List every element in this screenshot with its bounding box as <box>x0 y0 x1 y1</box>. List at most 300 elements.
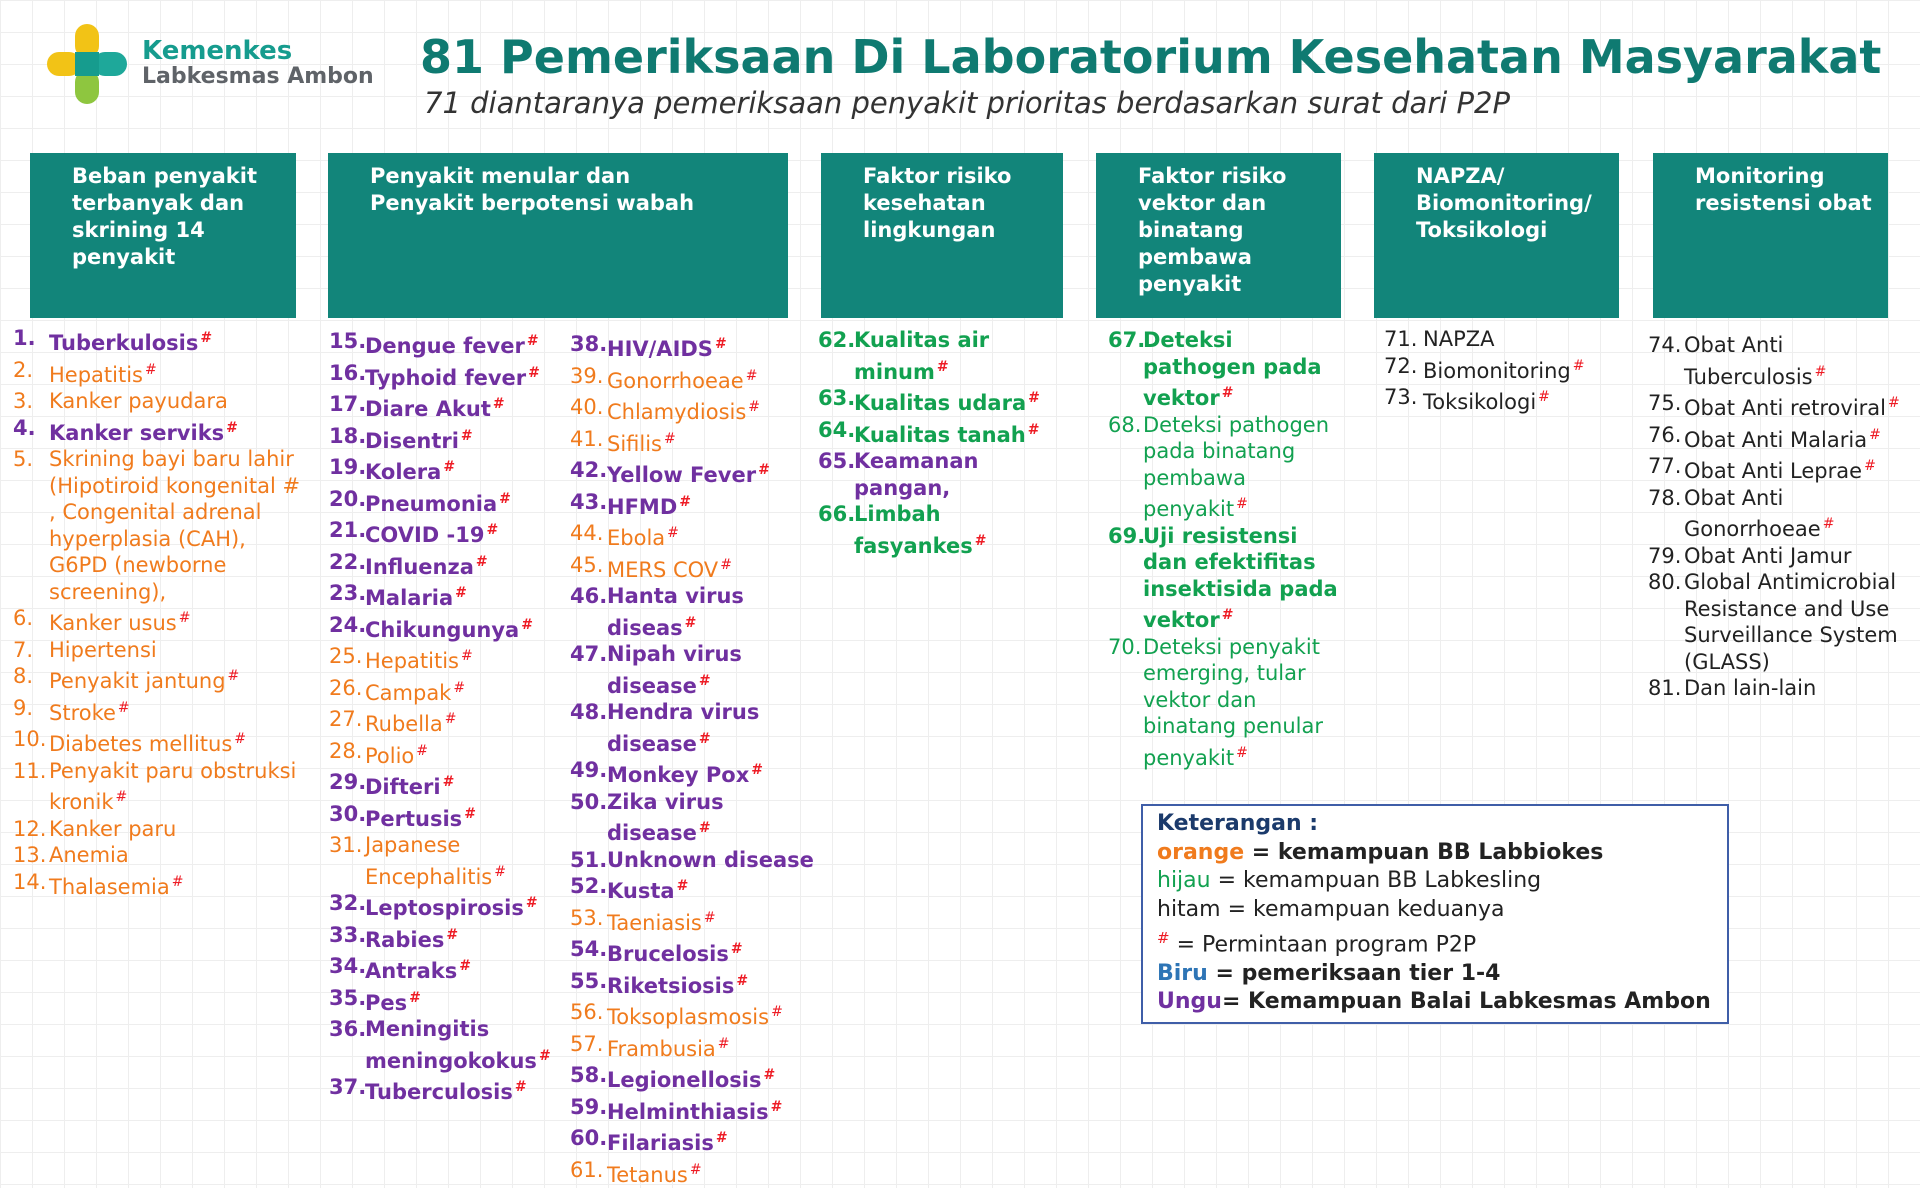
column-lingkungan <box>818 327 1080 559</box>
category-header-vektor: Faktor risiko vektor dan binatang pembawa penyakit <box>1096 153 1341 318</box>
list-item <box>13 637 303 664</box>
item-label: COVID -19 <box>365 523 484 547</box>
item-number: 17. <box>329 391 365 423</box>
item-text <box>607 847 818 874</box>
item-text <box>1684 485 1910 543</box>
p2p-request-mark: # <box>1028 390 1040 406</box>
list-item <box>570 1062 818 1094</box>
item-text <box>365 1016 551 1074</box>
item-text <box>607 789 818 847</box>
p2p-request-mark: # <box>1236 745 1248 761</box>
list-item <box>1384 326 1624 353</box>
item-number: 72. <box>1384 353 1423 385</box>
item-number: 35. <box>329 985 365 1017</box>
item-text <box>607 999 818 1031</box>
item-label: Pertusis <box>365 807 462 831</box>
item-text <box>49 869 303 901</box>
list-item <box>329 612 549 644</box>
item-text <box>1684 543 1910 570</box>
p2p-request-mark: # <box>409 990 421 1006</box>
list-item <box>329 801 549 833</box>
item-text <box>365 922 549 954</box>
item-number: 28. <box>329 738 365 770</box>
legend-desc: = kemampuan BB Labkesling <box>1211 868 1542 893</box>
list-item <box>818 327 1080 385</box>
item-number: 47. <box>570 641 607 699</box>
list-item <box>13 325 303 357</box>
item-text <box>854 501 1080 559</box>
item-label: Zika virus disease <box>607 790 724 846</box>
item-text <box>49 637 303 664</box>
list-item <box>329 922 549 954</box>
p2p-request-mark: # <box>521 617 533 633</box>
legend-row-biru <box>1157 960 1713 989</box>
list-item <box>1384 384 1624 416</box>
item-label: Monkey Pox <box>607 763 749 787</box>
p2p-request-mark: # <box>1236 496 1248 512</box>
p2p-request-mark: # <box>455 585 467 601</box>
p2p-request-mark: # <box>1573 358 1585 374</box>
item-number: 50. <box>570 789 607 847</box>
p2p-request-mark: # <box>226 420 238 436</box>
list-item <box>329 423 549 455</box>
p2p-request-mark: # <box>1815 364 1827 380</box>
item-text <box>607 331 818 363</box>
p2p-request-mark: # <box>526 895 538 911</box>
item-number: 74. <box>1648 332 1684 390</box>
item-number: 21. <box>329 517 365 549</box>
item-text <box>49 446 303 605</box>
list-item <box>13 446 303 605</box>
list-item <box>570 457 818 489</box>
item-text <box>365 517 549 549</box>
item-label: Obat Anti Gonorrhoeae <box>1684 486 1821 542</box>
p2p-request-mark: # <box>443 774 455 790</box>
item-number: 40. <box>570 394 607 426</box>
item-text <box>607 1125 818 1157</box>
item-text <box>1684 569 1910 675</box>
p2p-request-mark: # <box>145 362 157 378</box>
item-text <box>607 520 818 552</box>
legend-key-orange: orange <box>1157 840 1244 865</box>
p2p-request-mark: # <box>718 1036 730 1052</box>
item-label: Toksoplasmosis <box>607 1005 769 1029</box>
item-text <box>49 605 303 637</box>
item-text <box>1423 326 1624 353</box>
list-item <box>1384 353 1624 385</box>
p2p-request-mark: # <box>453 680 465 696</box>
item-number: 3. <box>13 388 49 415</box>
p2p-request-mark: # <box>736 973 748 989</box>
item-number: 22. <box>329 549 365 581</box>
column-penyakit-menular-2 <box>570 331 818 1188</box>
brand-name: Kemenkes <box>142 36 292 66</box>
item-text <box>854 417 1080 449</box>
column-resistensi <box>1648 332 1910 702</box>
p2p-request-mark: # <box>716 1130 728 1146</box>
p2p-request-mark: # <box>443 459 455 475</box>
item-label: Kualitas udara <box>854 391 1026 415</box>
item-label: Kolera <box>365 460 441 484</box>
item-label: HIV/AIDS <box>607 337 713 361</box>
item-label: Tetanus <box>607 1163 688 1187</box>
item-number: 45. <box>570 552 607 584</box>
item-number: 34. <box>329 953 365 985</box>
item-number: 51. <box>570 847 607 874</box>
list-item <box>13 388 303 415</box>
item-number: 54. <box>570 936 607 968</box>
item-text <box>607 968 818 1000</box>
item-text <box>1684 675 1910 702</box>
list-item <box>1648 543 1910 570</box>
item-text <box>49 695 303 727</box>
list-item <box>818 501 1080 559</box>
list-item <box>329 1016 549 1074</box>
item-number: 18. <box>329 423 365 455</box>
item-text <box>607 1094 818 1126</box>
item-label: Chlamydiosis <box>607 400 746 424</box>
p2p-request-mark: # <box>527 333 539 349</box>
item-number: 12. <box>13 816 49 843</box>
item-label: Yellow Fever <box>607 463 756 487</box>
item-text <box>365 549 549 581</box>
item-label: Filariasis <box>607 1131 714 1155</box>
item-number: 31. <box>329 832 365 890</box>
p2p-request-mark: # <box>771 1099 783 1115</box>
p2p-request-mark: # <box>461 428 473 444</box>
p2p-request-mark: # <box>764 1067 776 1083</box>
item-label: Pes <box>365 991 407 1015</box>
item-text <box>607 489 818 521</box>
list-item <box>329 549 549 581</box>
p2p-request-mark: # <box>771 1004 783 1020</box>
item-number: 68. <box>1108 412 1143 523</box>
item-number: 42. <box>570 457 607 489</box>
item-number: 55. <box>570 968 607 1000</box>
list-item <box>13 695 303 727</box>
item-text <box>854 327 1080 385</box>
item-text <box>365 423 549 455</box>
p2p-request-mark: # <box>539 1048 551 1064</box>
item-number: 13. <box>13 842 49 869</box>
item-number: 27. <box>329 706 365 738</box>
list-item <box>329 360 549 392</box>
item-text <box>365 738 549 770</box>
item-number: 58. <box>570 1062 607 1094</box>
p2p-request-mark: # <box>528 365 540 381</box>
item-text <box>365 486 549 518</box>
category-header-penyakit-menular: Penyakit menular dan Penyakit berpotensi wabah <box>328 153 788 318</box>
list-item <box>329 832 549 890</box>
item-text <box>49 816 303 843</box>
list-item <box>13 415 303 447</box>
item-text <box>1143 634 1348 772</box>
item-number: 81. <box>1648 675 1684 702</box>
column-vektor <box>1108 327 1348 771</box>
item-text <box>607 1031 818 1063</box>
p2p-request-mark: # <box>1028 422 1040 438</box>
p2p-request-mark: # <box>685 615 697 631</box>
item-text <box>607 457 818 489</box>
item-label: Sifilis <box>607 432 662 456</box>
item-text <box>365 580 549 612</box>
item-text <box>49 663 303 695</box>
item-label: Kanker payudara <box>49 389 228 413</box>
item-number: 60. <box>570 1125 607 1157</box>
item-number: 30. <box>329 801 365 833</box>
item-text <box>365 454 549 486</box>
list-item <box>329 486 549 518</box>
item-label: Unknown disease <box>607 848 814 872</box>
p2p-request-mark: # <box>699 820 711 836</box>
p2p-request-mark: # <box>699 673 711 689</box>
item-number: 48. <box>570 699 607 757</box>
item-label: Riketsiosis <box>607 974 734 998</box>
list-item <box>329 985 549 1017</box>
item-label: Keamanan pangan, <box>854 449 978 500</box>
item-number: 25. <box>329 643 365 675</box>
item-number: 5. <box>13 446 49 605</box>
item-text <box>607 363 818 395</box>
list-item <box>1648 569 1910 675</box>
list-item <box>13 663 303 695</box>
list-item <box>570 699 818 757</box>
item-label: Tuberculosis <box>365 1080 513 1104</box>
item-label: Obat Anti retroviral <box>1684 396 1886 420</box>
item-text <box>365 391 549 423</box>
list-item <box>570 331 818 363</box>
item-label: Leptospirosis <box>365 896 524 920</box>
item-label: Nipah virus disease <box>607 642 742 698</box>
p2p-request-mark: # <box>1222 385 1234 401</box>
item-text <box>49 758 303 816</box>
list-item <box>1108 412 1348 523</box>
list-item <box>570 552 818 584</box>
item-label: Kusta <box>607 879 675 903</box>
item-label: Helminthiasis <box>607 1100 769 1124</box>
item-number: 19. <box>329 454 365 486</box>
list-item <box>818 385 1080 417</box>
item-label: Antraks <box>365 959 457 983</box>
p2p-request-mark: # <box>476 554 488 570</box>
item-number: 78. <box>1648 485 1684 543</box>
item-text <box>365 643 549 675</box>
item-number: 61. <box>570 1157 607 1188</box>
item-text <box>1423 384 1624 416</box>
legend-key-hitam: hitam <box>1157 897 1221 922</box>
p2p-request-mark: # <box>679 494 691 510</box>
item-text <box>365 1074 549 1106</box>
legend-title: Keterangan : <box>1157 810 1713 839</box>
list-item <box>570 873 818 905</box>
item-text <box>607 905 818 937</box>
legend-desc: = Permintaan program P2P <box>1170 932 1477 957</box>
list-item <box>329 706 549 738</box>
p2p-request-mark: # <box>758 462 770 478</box>
item-label: Gonorrhoeae <box>607 369 744 393</box>
p2p-request-mark: # <box>1538 389 1550 405</box>
list-item <box>13 869 303 901</box>
item-text <box>854 385 1080 417</box>
item-label: Hepatitis <box>365 649 459 673</box>
item-text <box>607 641 818 699</box>
item-text <box>1143 327 1348 412</box>
item-number: 4. <box>13 415 49 447</box>
item-label: Thalasemia <box>49 875 170 899</box>
item-label: Japanese Encephalitis <box>365 833 492 889</box>
item-number: 23. <box>329 580 365 612</box>
p2p-request-mark: # <box>464 806 476 822</box>
item-number: 67. <box>1108 327 1143 412</box>
item-number: 76. <box>1648 422 1684 454</box>
item-label: Hepatitis <box>49 363 143 387</box>
p2p-request-mark: # <box>1823 516 1835 532</box>
list-item <box>1648 485 1910 543</box>
p2p-request-mark: # <box>179 610 191 626</box>
legend-desc: = pemeriksaan tier 1-4 <box>1208 961 1501 986</box>
item-label: Biomonitoring <box>1423 359 1571 383</box>
item-label: Deteksi penyakit emerging, tular vektor dan binatang penular penyakit <box>1143 635 1323 770</box>
list-item <box>1108 634 1348 772</box>
list-item <box>329 675 549 707</box>
item-text <box>365 675 549 707</box>
item-number: 32. <box>329 890 365 922</box>
item-label: Limbah fasyankes <box>854 502 973 558</box>
p2p-request-mark: # <box>461 648 473 664</box>
item-text <box>365 985 549 1017</box>
item-text <box>49 415 303 447</box>
item-label: Kanker usus <box>49 611 177 635</box>
p2p-request-mark: # <box>228 668 240 684</box>
p2p-request-mark: # <box>748 399 760 415</box>
item-label: Difteri <box>365 775 441 799</box>
item-text <box>49 325 303 357</box>
p2p-request-mark: # <box>416 743 428 759</box>
item-label: NAPZA <box>1423 327 1495 351</box>
item-number: 70. <box>1108 634 1143 772</box>
item-label: MERS COV <box>607 558 718 582</box>
item-text <box>1684 332 1910 390</box>
p2p-request-mark: # <box>494 864 506 880</box>
item-number: 29. <box>329 769 365 801</box>
item-number: 62. <box>818 327 854 385</box>
column-napza <box>1384 326 1624 416</box>
legend-desc: = kemampuan keduanya <box>1221 897 1505 922</box>
item-text <box>607 936 818 968</box>
item-text <box>365 769 549 801</box>
item-label: Toksikologi <box>1423 390 1536 414</box>
item-label: Dan lain-lain <box>1684 676 1816 700</box>
legend-row-orange <box>1157 839 1713 868</box>
item-label: Deteksi pathogen pada binatang pembawa penyakit <box>1143 413 1329 522</box>
item-label: Taeniasis <box>607 911 702 935</box>
item-label: Anemia <box>49 843 129 867</box>
list-item <box>13 816 303 843</box>
item-label: Diare Akut <box>365 397 491 421</box>
category-header-lingkungan: Faktor risiko kesehatan lingkungan <box>821 153 1063 318</box>
item-number: 15. <box>329 328 365 360</box>
item-label: Malaria <box>365 586 453 610</box>
p2p-request-mark: # <box>1869 427 1881 443</box>
item-number: 10. <box>13 726 49 758</box>
item-label: Chikungunya <box>365 618 519 642</box>
item-number: 11. <box>13 758 49 816</box>
p2p-request-mark: # <box>1864 458 1876 474</box>
list-item <box>570 1157 818 1188</box>
item-text <box>607 426 818 458</box>
item-label: Kualitas tanah <box>854 423 1026 447</box>
item-text <box>365 832 549 890</box>
item-number: 2. <box>13 357 49 389</box>
list-item <box>570 426 818 458</box>
item-number: 20. <box>329 486 365 518</box>
legend-desc: = kemampuan BB Labbiokes <box>1244 840 1603 865</box>
list-item <box>329 580 549 612</box>
item-label: Obat Anti Tuberculosis <box>1684 333 1813 389</box>
item-number: 77. <box>1648 453 1684 485</box>
item-label: Kualitas air minum <box>854 328 989 384</box>
list-item <box>570 847 818 874</box>
p2p-request-mark: # <box>704 910 716 926</box>
item-label: Diabetes mellitus <box>49 732 232 756</box>
p2p-request-mark: # <box>746 368 758 384</box>
list-item <box>329 391 549 423</box>
item-number: 39. <box>570 363 607 395</box>
item-number: 38. <box>570 331 607 363</box>
list-item <box>570 1125 818 1157</box>
item-label: Tuberkulosis <box>49 331 198 355</box>
item-text <box>607 583 818 641</box>
list-item <box>329 953 549 985</box>
p2p-request-mark: # <box>975 533 987 549</box>
item-text <box>607 552 818 584</box>
list-item <box>570 520 818 552</box>
item-number: 44. <box>570 520 607 552</box>
list-item <box>570 641 818 699</box>
legend-row-hash <box>1157 924 1713 960</box>
legend-desc: = Kemampuan Balai Labkesmas Ambon <box>1222 989 1711 1014</box>
page-title: 81 Pemeriksaan Di Laboratorium Kesehatan Masyarakat <box>420 30 1881 84</box>
p2p-request-mark: # <box>446 927 458 943</box>
item-text <box>49 357 303 389</box>
item-number: 57. <box>570 1031 607 1063</box>
item-number: 9. <box>13 695 49 727</box>
item-number: 14. <box>13 869 49 901</box>
item-label: HFMD <box>607 495 677 519</box>
p2p-request-mark: # <box>515 1079 527 1095</box>
item-text <box>607 873 818 905</box>
list-item <box>1108 327 1348 412</box>
item-text <box>607 1157 818 1188</box>
category-header-napza: NAPZA/ Biomonitoring/ Toksikologi <box>1374 153 1619 318</box>
category-header-resistensi: Monitoring resistensi obat <box>1653 153 1888 318</box>
item-number: 36. <box>329 1016 365 1074</box>
list-item <box>329 1074 549 1106</box>
legend-box <box>1141 804 1729 1024</box>
list-item <box>329 890 549 922</box>
item-text <box>365 612 549 644</box>
list-item <box>1648 332 1910 390</box>
item-text <box>365 953 549 985</box>
list-item <box>570 583 818 641</box>
item-number: 43. <box>570 489 607 521</box>
item-text <box>607 394 818 426</box>
item-text <box>1423 353 1624 385</box>
item-label: Penyakit jantung <box>49 669 226 693</box>
item-text <box>607 1062 818 1094</box>
list-item <box>1648 390 1910 422</box>
list-item <box>1648 422 1910 454</box>
